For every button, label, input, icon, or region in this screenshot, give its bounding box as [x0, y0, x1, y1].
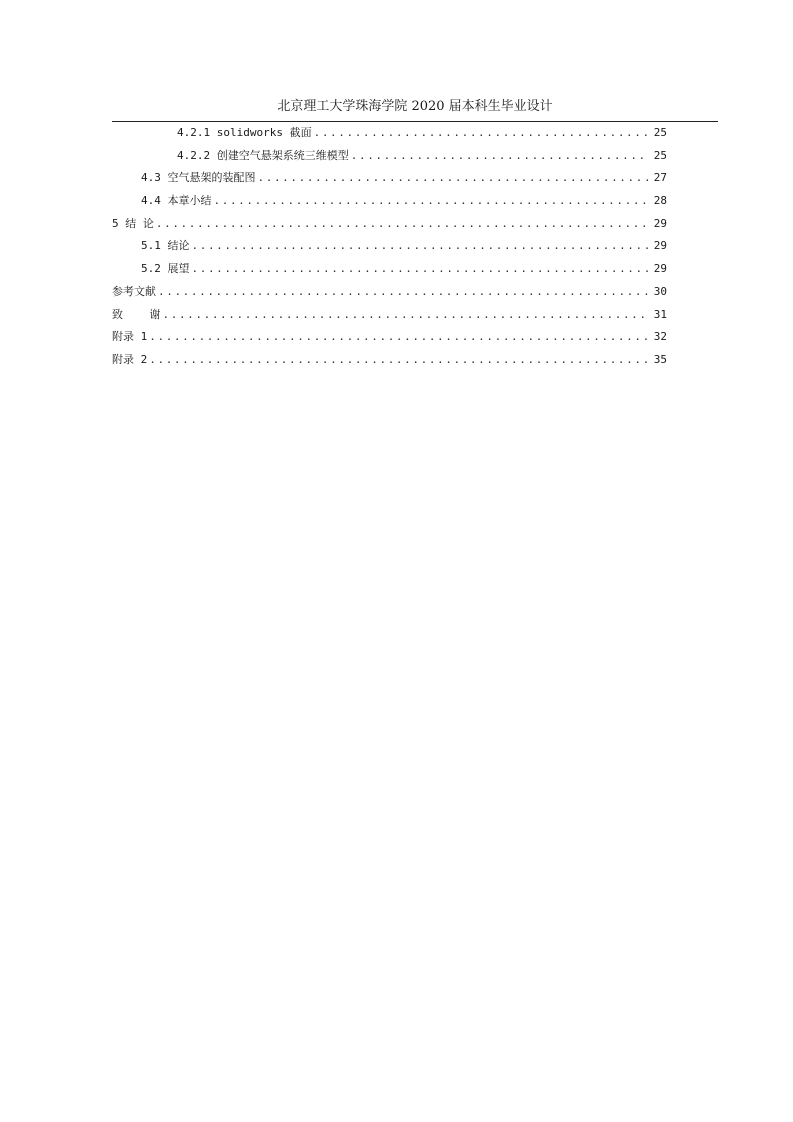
toc-entry-page: 32	[653, 330, 667, 344]
toc-leader-dots	[163, 308, 649, 321]
toc-entry-label: 5.1 结论	[141, 239, 190, 253]
toc-entry-page: 29	[653, 262, 667, 276]
toc-leader-dots	[192, 262, 649, 275]
toc-entry-references[interactable]	[112, 283, 667, 306]
toc-entry-appendix-2[interactable]	[112, 351, 667, 374]
toc-entry-acknowledgements[interactable]	[112, 306, 667, 329]
toc-entry-page: 27	[653, 171, 667, 185]
toc-leader-dots	[214, 194, 649, 207]
toc-leader-dots	[258, 171, 649, 184]
toc-entry-page: 31	[653, 307, 667, 321]
toc-entry-5[interactable]	[112, 215, 667, 238]
toc-entry-4-2-1[interactable]	[112, 124, 667, 147]
toc-leader-dots	[149, 330, 648, 343]
toc-entry-4-4[interactable]	[112, 192, 667, 215]
table-of-contents	[112, 124, 667, 374]
toc-entry-label: 附录 1	[112, 330, 148, 344]
toc-leader-dots	[314, 126, 648, 139]
toc-leader-dots	[351, 149, 648, 162]
toc-entry-label: 4.2.2 创建空气悬架系统三维模型	[177, 148, 349, 162]
toc-entry-label: 4.3 空气悬架的装配图	[141, 171, 256, 185]
toc-entry-page: 25	[653, 126, 667, 139]
toc-entry-page: 29	[653, 239, 667, 253]
toc-entry-label: 5.2 展望	[141, 262, 190, 276]
toc-entry-page: 29	[653, 216, 667, 230]
toc-entry-page: 35	[653, 352, 667, 366]
toc-leader-dots	[149, 353, 648, 366]
toc-entry-page: 30	[653, 284, 667, 298]
toc-entry-appendix-1[interactable]	[112, 328, 667, 351]
toc-leader-dots	[192, 239, 649, 252]
toc-entry-5-2[interactable]	[112, 260, 667, 283]
header-title: 北京理工大学珠海学院 2020 届本科生毕业设计	[277, 99, 553, 114]
toc-leader-dots	[158, 285, 648, 298]
toc-entry-label: 5 结 论	[112, 216, 154, 230]
page-header	[112, 93, 718, 122]
toc-entry-page: 25	[653, 148, 667, 162]
toc-entry-label: 附录 2	[112, 352, 148, 366]
toc-entry-5-1[interactable]	[112, 237, 667, 260]
toc-entry-label: 参考文献	[112, 284, 156, 298]
toc-entry-page: 28	[653, 194, 667, 208]
toc-entry-label: 4.2.1 solidworks 截面	[177, 126, 312, 139]
toc-entry-4-3[interactable]	[112, 169, 667, 192]
toc-leader-dots	[156, 217, 648, 230]
toc-entry-4-2-2[interactable]	[112, 147, 667, 170]
toc-entry-label: 致 谢	[112, 307, 161, 321]
toc-entry-label: 4.4 本章小结	[141, 194, 212, 208]
